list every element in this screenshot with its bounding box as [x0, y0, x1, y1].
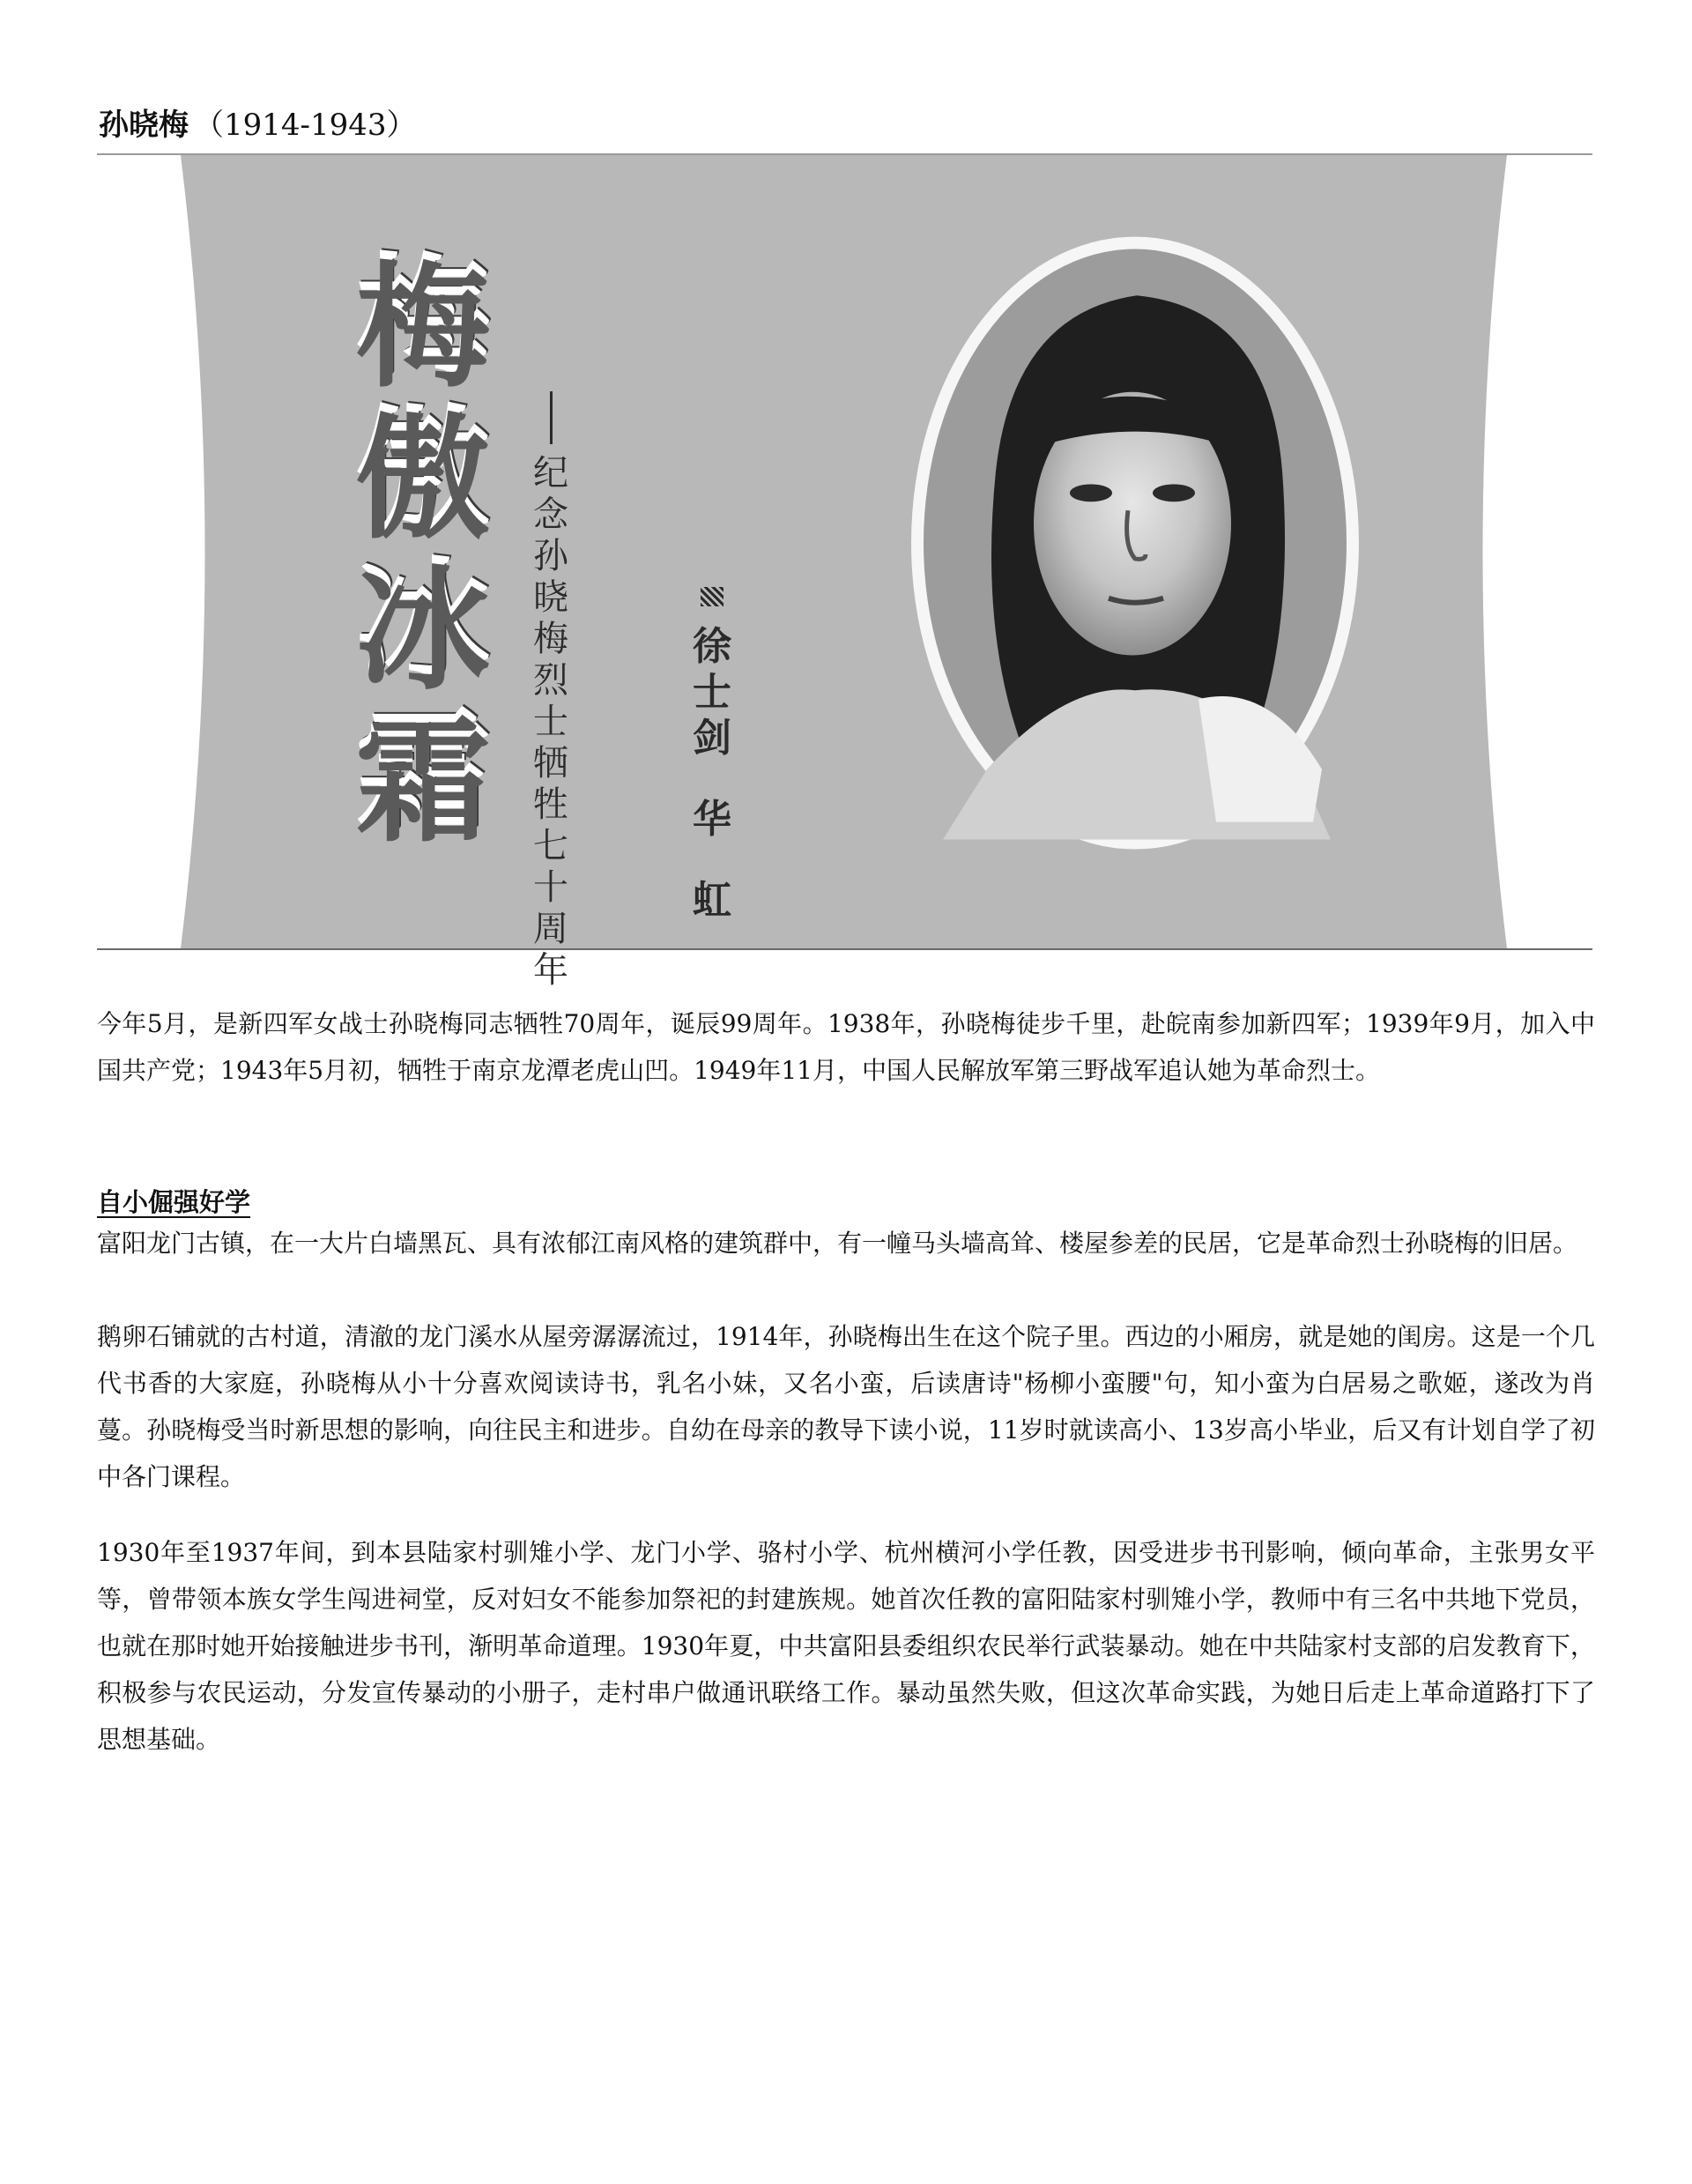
page-title — [99, 104, 417, 146]
banner-subtitle — [529, 391, 573, 992]
banner-author-name: 虹 — [693, 878, 731, 923]
banner-title — [335, 249, 511, 860]
banner-background — [97, 155, 1592, 948]
banner-title-char: 傲 — [356, 401, 490, 557]
banner-title-char: 梅 — [356, 249, 490, 405]
intro-paragraph: 今年5月，是新四军女战士孙晓梅同志牺牲70周年，诞辰99周年。1938年，孙晓梅徒步千里，赴皖南参加新四军；1939年9月，加入中国共产党；1943年5月初，牺牲于南京龙潭老虎山凹。1949年11月，中国人民解放军第三野战军追认她为革命烈士。 — [97, 1009, 1595, 1085]
person-name: 孙晓梅 — [99, 108, 189, 143]
body-paragraph: 富阳龙门古镇，在一大片白墙黑瓦、具有浓郁江南风格的建筑群中，有一幢马头墙高耸、楼屋参差的民居，它是革命烈士孙晓梅的旧居。 — [97, 1229, 1578, 1258]
subtitle-dash — [550, 391, 553, 444]
banner-author-name: 华 — [693, 797, 731, 842]
banner-title-char: 霜 — [356, 704, 490, 860]
life-dates: （1914-1943） — [194, 108, 417, 143]
body-paragraph: 1930年至1937年间，到本县陆家村驯雉小学、龙门小学、骆村小学、杭州横河小学任教，因受进步书刊影响，倾向革命，主张男女平等，曾带领本族女学生闯进祠堂，反对妇女不能参加祭祀的封建族规。她首次任教的富阳陆家村驯雉小学，教师中有三名中共地下党员，也就在那时她开始接触进步书刊，渐明革命道理。1930年夏，中共富阳县委组织农民举行武装暴动。她在中共陆家村支部的启发教育下，积极参与农民运动，分发宣传暴动的小册子，走村串户做通讯联络工作。暴动虽然失败，但这次革命实践，为她日后走上革命道路打下了思想基础。 — [97, 1538, 1595, 1754]
author-marker-icon — [701, 587, 724, 606]
banner-image — [97, 153, 1592, 991]
banner-author-name: 徐士剑 — [693, 624, 731, 761]
banner-subtitle-text: 纪念孙晓梅烈士牺牲七十周年 — [533, 453, 568, 991]
banner-authors — [686, 587, 738, 924]
section-heading: 自小倔强好学 — [97, 1187, 251, 1217]
body-paragraph: 鹅卵石铺就的古村道，清澈的龙门溪水从屋旁潺潺流过，1914年，孙晓梅出生在这个院子里。西边的小厢房，就是她的闺房。这是一个几代书香的大家庭，孙晓梅从小十分喜欢阅读诗书，乳名小妹，又名小蛮，后读唐诗"杨柳小蛮腰"句，知小蛮为白居易之歌姬，遂改为肖蔓。孙晓梅受当时新思想的影响，向往民主和进步。自幼在母亲的教导下读小说，11岁时就读高小、13岁高小毕业，后又有计划自学了初中各门课程。 — [97, 1322, 1595, 1491]
banner-title-char: 冰 — [356, 553, 490, 709]
